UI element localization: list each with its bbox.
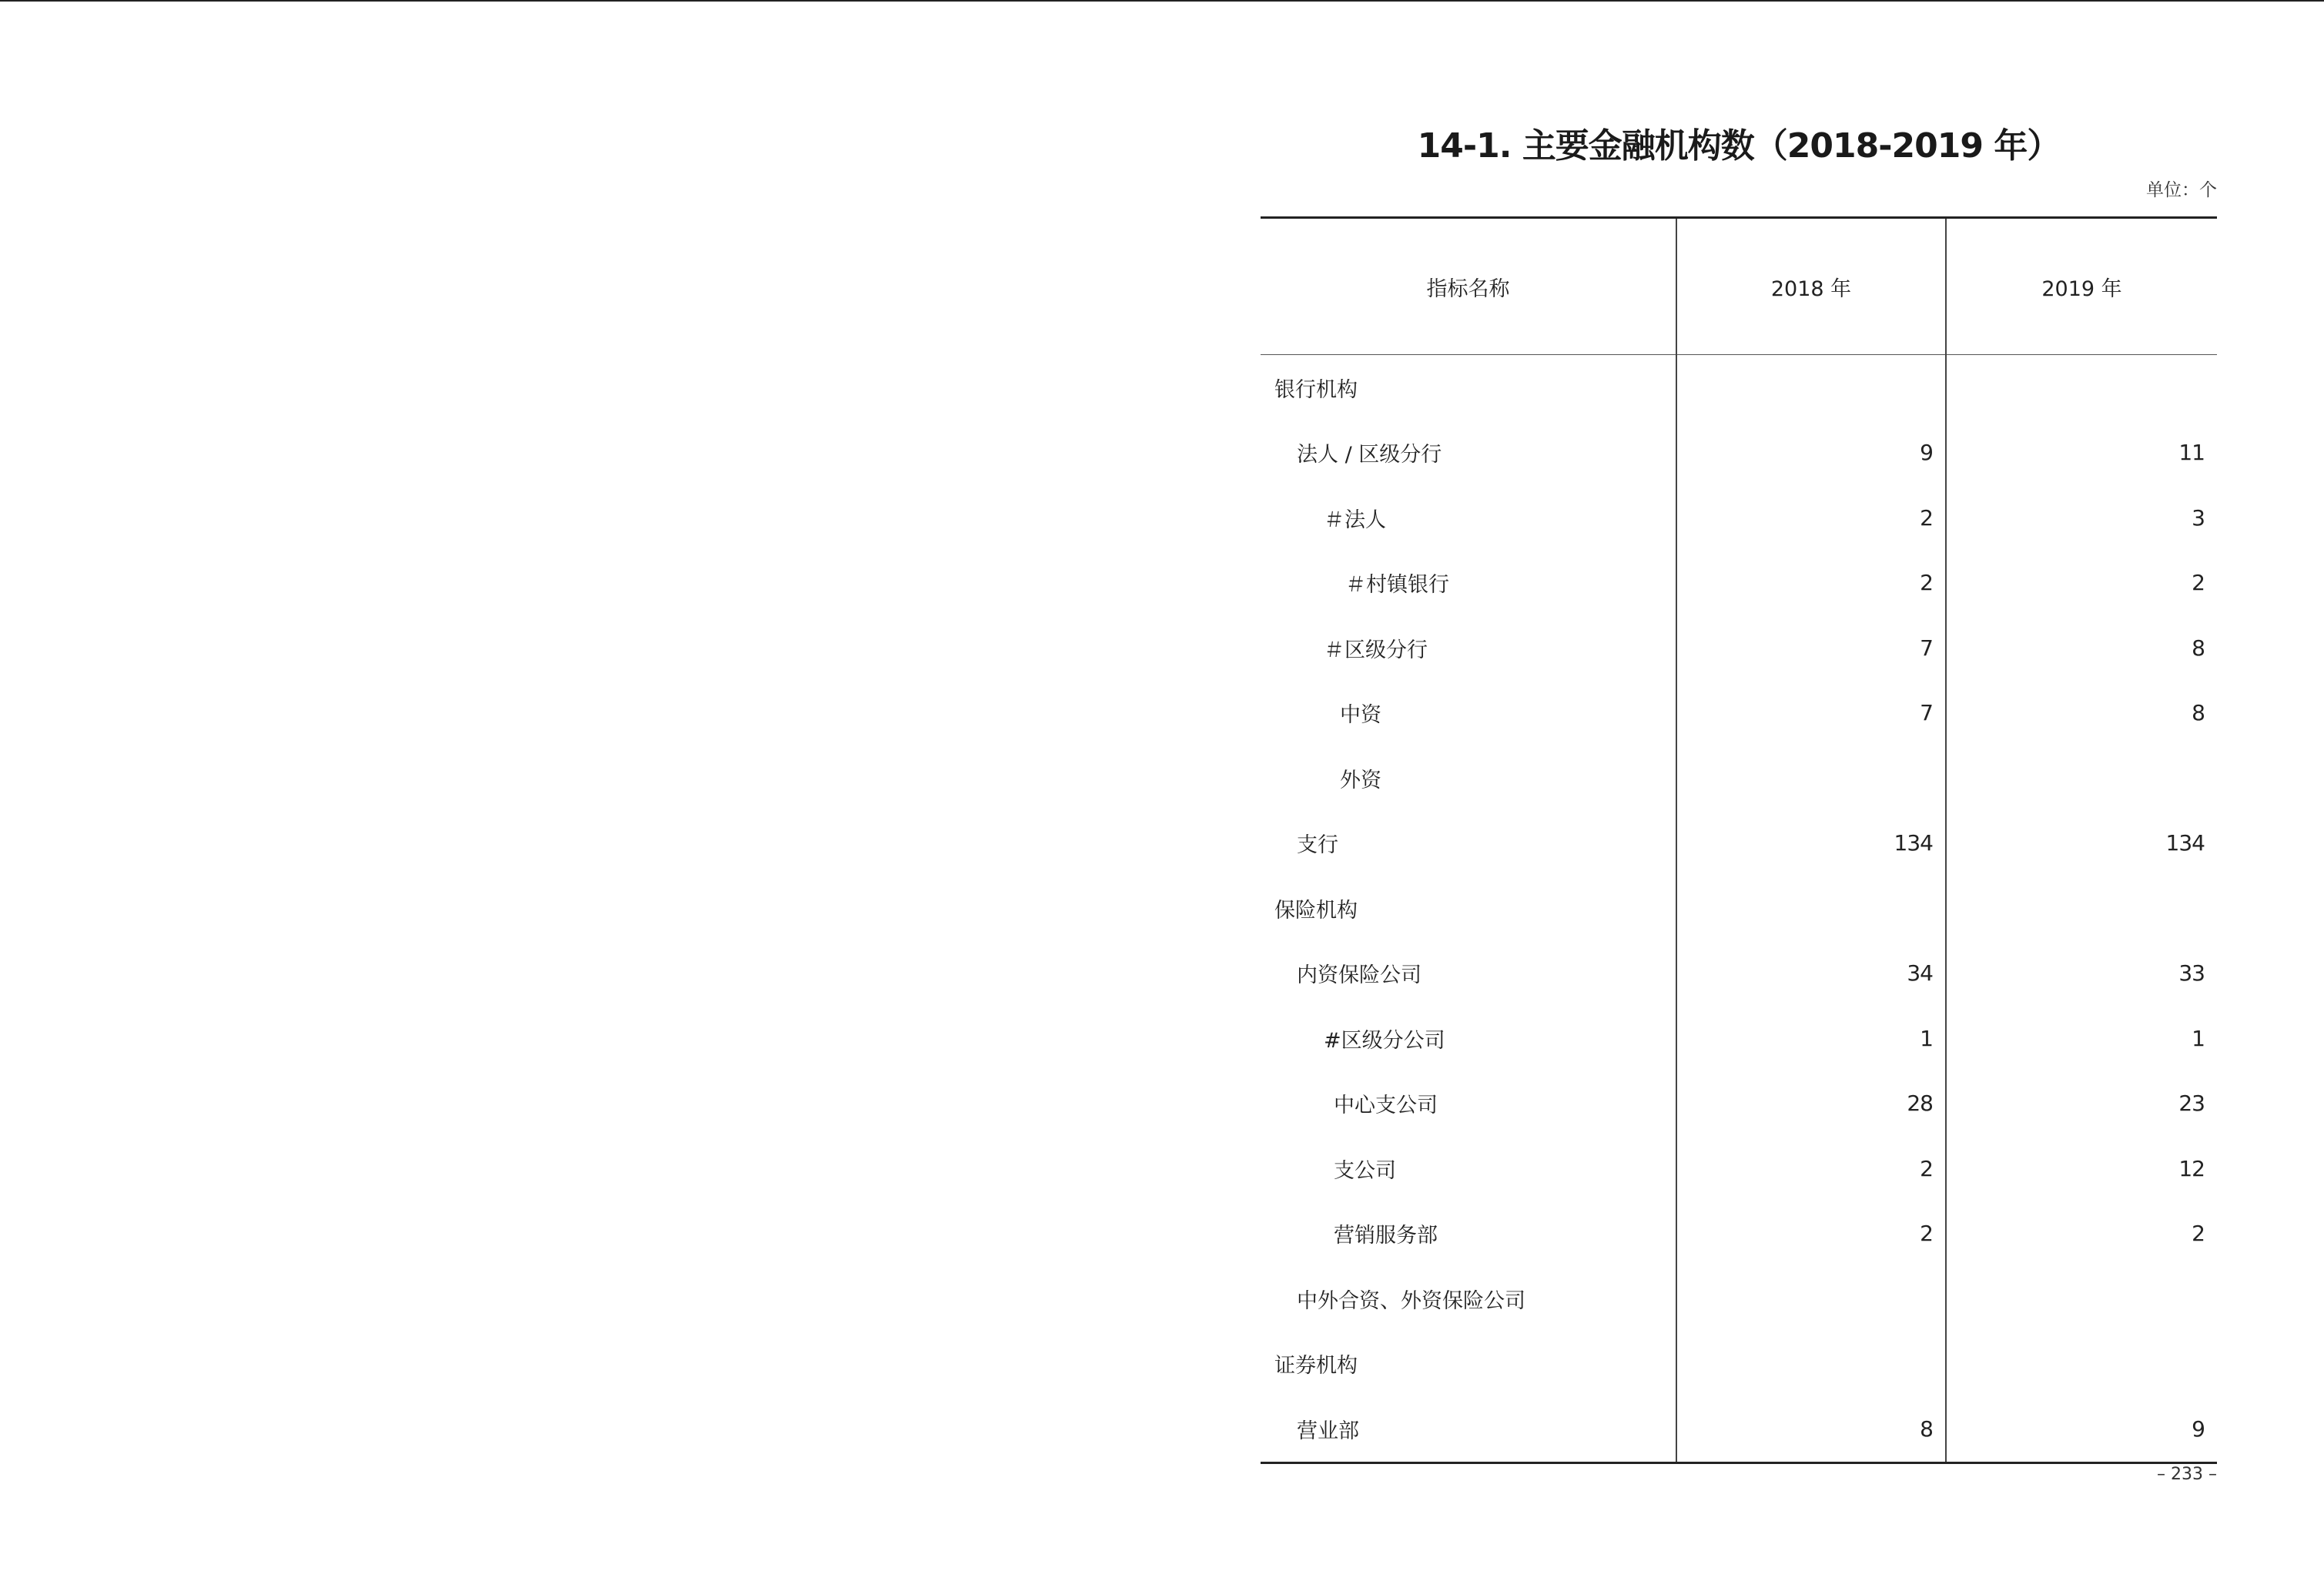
row-label: 中外合资、外资保险公司 <box>1297 1288 1525 1313</box>
unit-label: 单位：个 <box>2146 180 2217 200</box>
table-row <box>1261 876 2217 941</box>
header-year-2019: 2019 年 <box>1946 218 2217 355</box>
value-2019: 11 <box>1946 420 2217 486</box>
value-2018 <box>1676 876 1946 941</box>
value-2019 <box>1946 745 2217 811</box>
value-2019: 1 <box>1946 1006 2217 1071</box>
value-2018: 2 <box>1676 485 1946 551</box>
value-2019: 12 <box>1946 1136 2217 1201</box>
row-label: 营销服务部 <box>1334 1224 1438 1248</box>
row-label: 中心支公司 <box>1334 1094 1438 1118</box>
value-2018: 134 <box>1676 811 1946 876</box>
value-2019: 134 <box>1946 811 2217 876</box>
value-2018 <box>1676 355 1946 420</box>
table-row <box>1261 811 2217 876</box>
table-row <box>1261 1201 2217 1267</box>
table-row <box>1261 355 2217 420</box>
row-label: 营业部 <box>1261 1396 1676 1462</box>
table-row <box>1261 551 2217 616</box>
value-2018: 7 <box>1676 681 1946 746</box>
value-2019 <box>1946 1266 2217 1332</box>
value-2018: 28 <box>1676 1071 1946 1137</box>
value-2019: 9 <box>1946 1396 2217 1462</box>
row-label: 保险机构 <box>1274 898 1358 923</box>
table-row <box>1261 1332 2217 1397</box>
value-2018: 2 <box>1676 551 1946 616</box>
row-label: 证券机构 <box>1274 1354 1358 1379</box>
table-row <box>1261 941 2217 1007</box>
value-2019 <box>1946 355 2217 420</box>
value-2019: 33 <box>1946 941 2217 1007</box>
header-indicator-name: 指标名称 <box>1261 218 1676 355</box>
value-2018: 1 <box>1676 1006 1946 1071</box>
value-2019: 2 <box>1946 551 2217 616</box>
row-label: ＃法人 <box>1324 508 1386 532</box>
value-2019: 8 <box>1946 681 2217 746</box>
table-row <box>1261 1396 2217 1462</box>
value-2018 <box>1676 1266 1946 1332</box>
table-row <box>1261 615 2217 681</box>
value-2018: 34 <box>1676 941 1946 1007</box>
row-label: 银行机构 <box>1274 377 1358 402</box>
value-2018 <box>1676 1332 1946 1397</box>
row-label: 外资 <box>1340 768 1381 792</box>
value-2019: 23 <box>1946 1071 2217 1137</box>
table-row <box>1261 745 2217 811</box>
value-2018: 9 <box>1676 420 1946 486</box>
table-title: 14-1. 主要金融机构数（2018-2019 年） <box>1417 126 2061 166</box>
row-label: ＃区级分行 <box>1324 638 1428 662</box>
value-2018: 8 <box>1676 1396 1946 1462</box>
value-2019: 3 <box>1946 485 2217 551</box>
table-row <box>1261 420 2217 486</box>
value-2018: 7 <box>1676 615 1946 681</box>
value-2018: 2 <box>1676 1201 1946 1267</box>
row-label: 内资保险公司 <box>1297 963 1422 988</box>
row-label: 支公司 <box>1334 1158 1396 1183</box>
row-label: 中资 <box>1340 703 1381 728</box>
statistics-table <box>1261 216 2217 1464</box>
document-page <box>1261 0 2217 1588</box>
value-2019 <box>1946 876 2217 941</box>
value-2019: 2 <box>1946 1201 2217 1267</box>
header-year-2018: 2018 年 <box>1676 218 1946 355</box>
table-row <box>1261 1136 2217 1201</box>
value-2019: 8 <box>1946 615 2217 681</box>
row-label: #区级分公司 <box>1324 1028 1445 1053</box>
table-header-row <box>1261 218 2217 355</box>
row-label: 支行 <box>1297 833 1338 858</box>
value-2019 <box>1946 1332 2217 1397</box>
table-row <box>1261 1071 2217 1137</box>
row-label: ＃村镇银行 <box>1345 573 1449 598</box>
value-2018: 2 <box>1676 1136 1946 1201</box>
page-number: – 233 – <box>2157 1465 2217 1484</box>
table-row <box>1261 1266 2217 1332</box>
table-row <box>1261 681 2217 746</box>
table-row <box>1261 1006 2217 1071</box>
value-2018 <box>1676 745 1946 811</box>
table-row <box>1261 485 2217 551</box>
row-label: 法人 / 区级分行 <box>1297 443 1442 467</box>
